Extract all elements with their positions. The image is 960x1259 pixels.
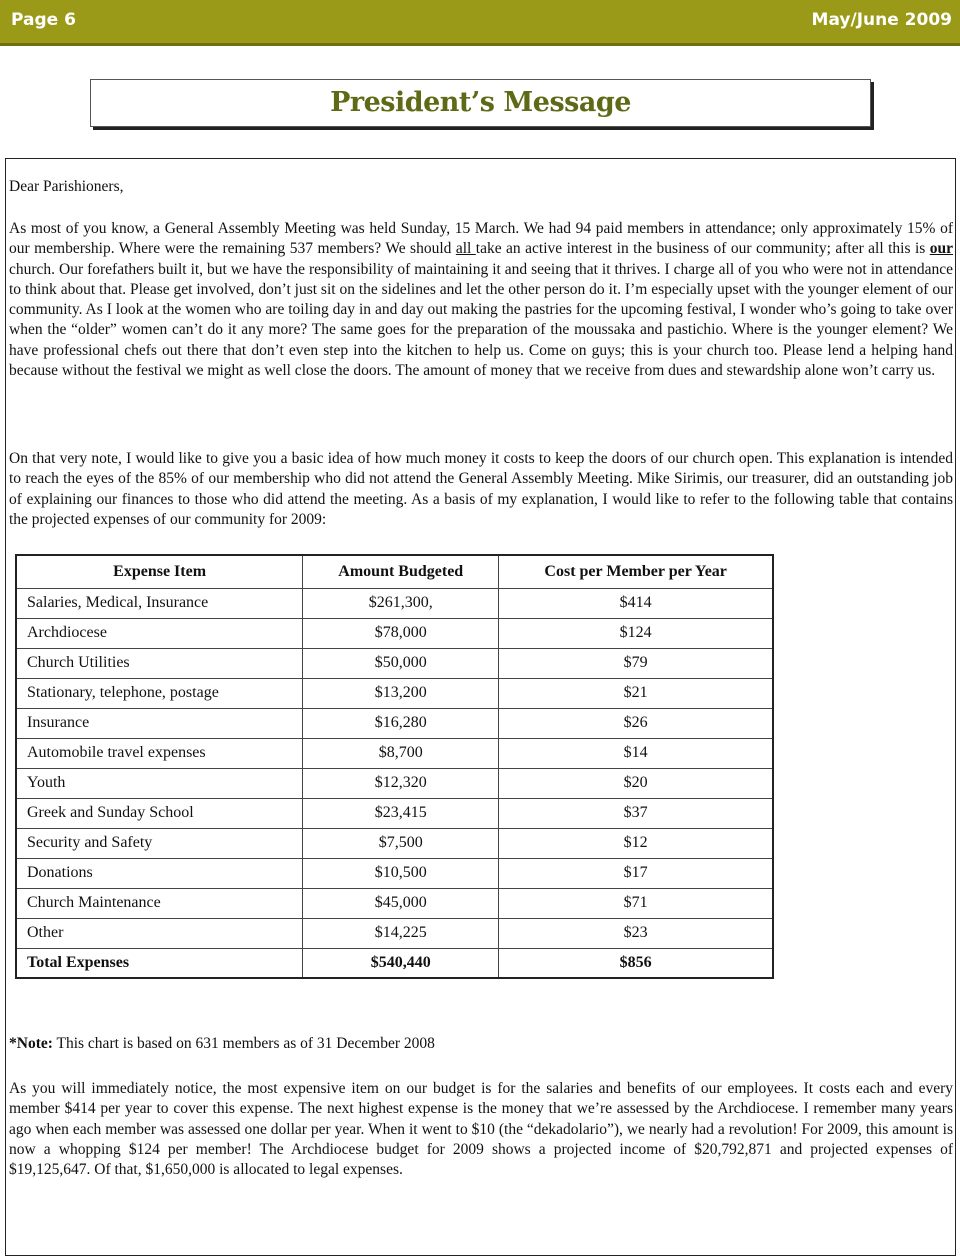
cost-cell: $37 xyxy=(499,798,773,828)
paragraph-attendance-text-a: As most of you know, a General Assembly Meeting was held Sunday, 15 March. We had 94 paid members in attendance; only approximately 15% of our membership. Where were the remaining 537 members? We should xyxy=(9,220,953,258)
amount-cell: $7,500 xyxy=(303,828,499,858)
paragraph-attendance xyxy=(9,219,953,381)
table-row xyxy=(16,918,773,948)
expense-item-cell: Greek and Sunday School xyxy=(16,798,303,828)
table-row xyxy=(16,828,773,858)
amount-cell: $45,000 xyxy=(303,888,499,918)
greeting: Dear Parishioners, xyxy=(9,178,124,195)
note-label: *Note: xyxy=(9,1035,53,1052)
title-box xyxy=(90,79,871,127)
expense-item-cell: Salaries, Medical, Insurance xyxy=(16,588,303,618)
expense-item-cell: Stationary, telephone, postage xyxy=(16,678,303,708)
amount-cell: $16,280 xyxy=(303,708,499,738)
cost-cell: $12 xyxy=(499,828,773,858)
amount-cell: $50,000 xyxy=(303,648,499,678)
paragraph-finances-intro: On that very note, I would like to give you a basic idea of how much money it costs to keep the doors of our church open. This explanation is intended to reach the eyes of the 85% of our membership who did not attend the General Assembly Meeting. Mike Sirimis, our treasurer, did an outstanding job of explaining our finances to those who did attend the meeting. As a basis of my explanation, I would like to refer to the following table that contains the projected expenses of our community for 2009: xyxy=(9,450,953,528)
cost-cell: $26 xyxy=(499,708,773,738)
cost-cell: $21 xyxy=(499,678,773,708)
amount-cell: $14,225 xyxy=(303,918,499,948)
paragraph-attendance-text-b: take an active interest in the business of our community; after all this is xyxy=(475,240,930,258)
expense-item-cell: Church Utilities xyxy=(16,648,303,678)
paragraph-attendance-text-c: church. Our forefathers built it, but we have the responsibility of maintaining it and seeing that it thrives. I charge all of you who were not in attendance to think about that. Please get involved, don’t just sit on the sidelines and let the other person do it. I’m especially upset with the younger element of our community. As I look at the women who are toiling day in and day out making the pastries for the upcoming festival, I wonder who’s going to take over when the “older” women can’t do it any more? The same goes for the preparation of the moussaka and pastichio. Where is the younger element? We have professional chefs out there that don’t even step into the kitchen to help us. Come on guys; this is your church too. Please lend a helping hand because without the festival we might as well close the doors. The amount of money that we receive from dues and stewardship alone won’t carry us. xyxy=(9,260,953,380)
issue-date: May/June 2009 xyxy=(811,10,952,30)
emphasis-all: all xyxy=(455,240,476,258)
total-row xyxy=(16,948,773,978)
cost-cell: $17 xyxy=(499,858,773,888)
page-header-bar xyxy=(0,0,960,46)
cost-cell: $23 xyxy=(499,918,773,948)
amount-cell: $8,700 xyxy=(303,738,499,768)
table-row xyxy=(16,588,773,618)
table-row xyxy=(16,618,773,648)
table-row xyxy=(16,888,773,918)
expense-item-cell: Security and Safety xyxy=(16,828,303,858)
table-row xyxy=(16,678,773,708)
total-label-cell: Total Expenses xyxy=(16,948,303,978)
column-header-amount-budgeted: Amount Budgeted xyxy=(303,555,499,588)
table-row xyxy=(16,738,773,768)
expense-table xyxy=(15,554,774,979)
cost-cell: $79 xyxy=(499,648,773,678)
cost-cell: $20 xyxy=(499,768,773,798)
total-cost-cell: $856 xyxy=(499,948,773,978)
amount-cell: $261,300, xyxy=(303,588,499,618)
table-header-row xyxy=(16,555,773,588)
emphasis-our: our xyxy=(929,240,953,258)
expense-item-cell: Insurance xyxy=(16,708,303,738)
amount-cell: $10,500 xyxy=(303,858,499,888)
paragraph-budget-explanation: As you will immediately notice, the most expensive item on our budget is for the salaries and benefits of our employees. It costs each and every member $414 per year to cover this expense. The next highest expense is the money that we’re assessed by the Archdiocese. I remember many years ago when each member was assessed one dollar per year. When it went to $10 (the “dekadolario”), we nearly had a revolution! For 2009, this amount is now a whopping $124 per member! The Archdiocese budget for 2009 shows a projected income of $20,792,871 and projected expenses of $19,125,647. Of that, $1,650,000 is allocated to legal expenses. xyxy=(9,1080,953,1179)
page-title: President’s Message xyxy=(330,87,631,118)
table-row xyxy=(16,648,773,678)
amount-cell: $12,320 xyxy=(303,768,499,798)
cost-cell: $414 xyxy=(499,588,773,618)
table-row xyxy=(16,858,773,888)
cost-cell: $124 xyxy=(499,618,773,648)
table-note xyxy=(9,1034,953,1054)
expense-item-cell: Other xyxy=(16,918,303,948)
table-row xyxy=(16,768,773,798)
table-row xyxy=(16,708,773,738)
amount-cell: $13,200 xyxy=(303,678,499,708)
expense-item-cell: Automobile travel expenses xyxy=(16,738,303,768)
total-amount-cell: $540,440 xyxy=(303,948,499,978)
page-number: Page 6 xyxy=(11,10,76,30)
expense-item-cell: Youth xyxy=(16,768,303,798)
amount-cell: $23,415 xyxy=(303,798,499,828)
amount-cell: $78,000 xyxy=(303,618,499,648)
column-header-expense-item: Expense Item xyxy=(16,555,303,588)
note-text: This chart is based on 631 members as of 31 December 2008 xyxy=(52,1035,435,1052)
expense-item-cell: Donations xyxy=(16,858,303,888)
column-header-cost-per-member: Cost per Member per Year xyxy=(499,555,773,588)
cost-cell: $14 xyxy=(499,738,773,768)
expense-item-cell: Church Maintenance xyxy=(16,888,303,918)
table-row xyxy=(16,798,773,828)
cost-cell: $71 xyxy=(499,888,773,918)
expense-item-cell: Archdiocese xyxy=(16,618,303,648)
